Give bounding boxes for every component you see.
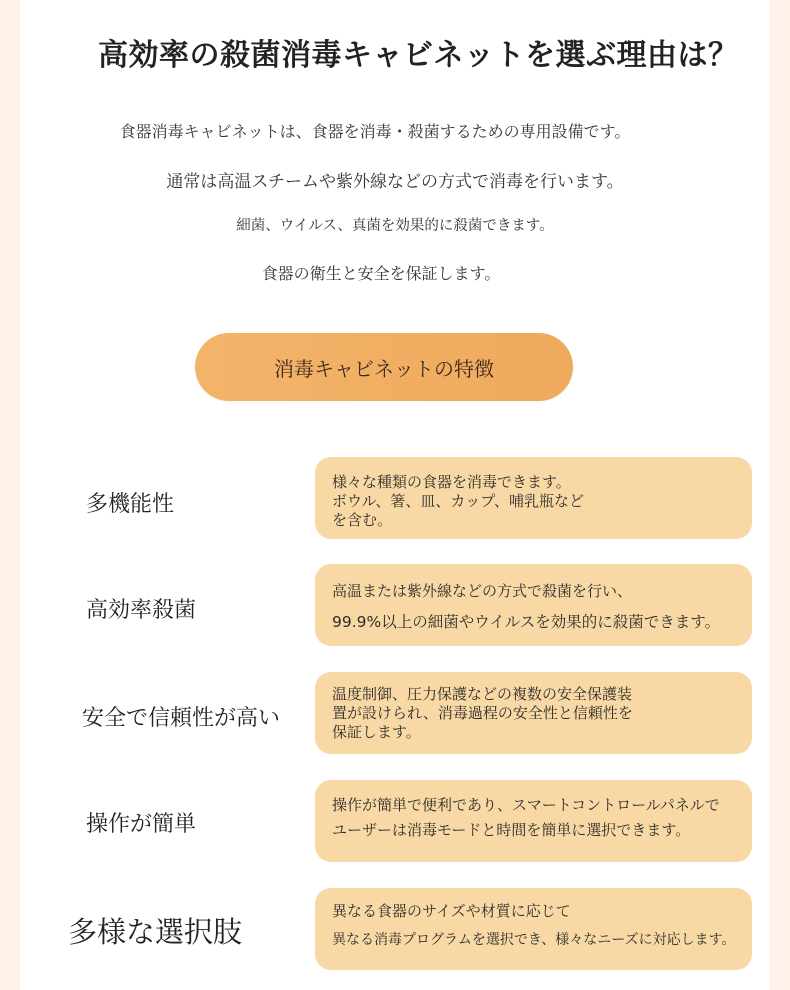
feature-card-line: 異なる食器のサイズや材質に応じて [332,902,571,920]
intro-line-2: 通常は高温スチームや紫外線などの方式で消毒を行います。 [166,172,624,192]
feature-card-easy-operation [315,780,752,862]
feature-card-line: 異なる消毒プログラムを選択でき、様々なニーズに対応します。 [332,932,736,948]
feature-card-line: 保証します。 [332,723,421,741]
feature-card-line: 置が設けられ、消毒過程の安全性と信頼性を [332,704,633,722]
page-title: 高効率の殺菌消毒キャビネットを選ぶ理由は？ [98,38,739,73]
feature-label-diverse-options: 多様な選択肢 [68,915,243,949]
section-heading-pill [195,333,573,401]
feature-card-line: 操作が簡単で便利であり、スマートコントロールパネルで [332,796,720,814]
feature-label-efficient-sterilization: 高効率殺菌 [86,598,197,623]
product-page [20,0,770,990]
feature-card-safe-reliable [315,672,752,754]
feature-card-line: 99.9%以上の細菌やウイルスを効果的に殺菌できます。 [332,613,721,631]
feature-card-multifunction [315,457,752,539]
feature-label-safe-reliable: 安全で信頼性が高い [82,706,281,731]
feature-card-line: 様々な種類の食器を消毒できます。 [332,473,571,491]
feature-card-line: ユーザーは消毒モードと時間を簡単に選択できます。 [332,821,691,839]
feature-label-easy-operation: 操作が簡単 [86,812,197,837]
intro-line-1: 食器消毒キャビネットは、食器を消毒・殺菌するための専用設備です。 [119,122,631,141]
intro-line-4: 食器の衛生と安全を保証します。 [261,264,501,283]
feature-card-line: 高温または紫外線などの方式で殺菌を行い、 [332,582,633,600]
feature-card-efficient-sterilization [315,564,752,646]
feature-card-line: を含む。 [332,511,393,529]
feature-label-multifunction: 多機能性 [86,492,175,517]
feature-card-diverse-options [315,888,752,970]
section-heading: 消毒キャビネットの特徴 [274,356,494,381]
feature-card-line: 温度制御、圧力保護などの複数の安全保護装 [332,685,633,703]
intro-line-3: 細菌、ウイルス、真菌を効果的に殺菌できます。 [236,218,554,234]
feature-card-line: ボウル、箸、皿、カップ、哺乳瓶など [332,492,585,510]
